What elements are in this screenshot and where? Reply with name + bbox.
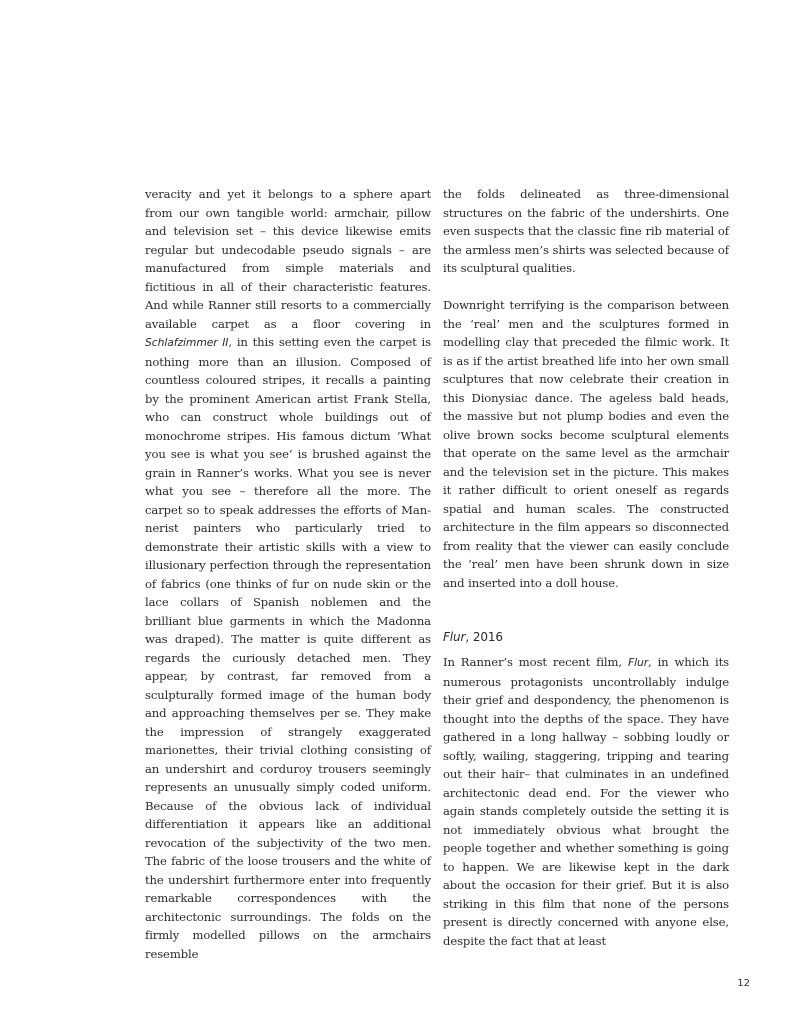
artwork-title: Flur (627, 656, 649, 669)
paragraph (145, 185, 431, 963)
page-number: 12 (737, 978, 750, 989)
paragraph-text: veracity and yet it belongs to a sphere apart from our own tangible world: armchair, pillow and television set – this device likewise emits regular but undecodable pseudo signals – are manufactured from simple materials and fictitious in all of their characteristic features. And while Ranner still resorts to a commercially available carpet as a floor covering in (145, 187, 431, 331)
section-heading (443, 628, 729, 646)
artwork-title: Schlafzimmer II (145, 336, 229, 349)
paragraph-text: , in which its numerous protagonists uncontrollably indulge their grief and despondency, the phenomenon is thought into the depths of the space. They have gathered in a long hallway – sobbing loudly or softly, wailing, staggering, tripping and tearing out their hair– that culminates in an undefined architectonic dead end. For the viewer who again stands completely outside the setting it is not immediately obvious what brought the people together and whether something is going to happen. We are likewise kept in the dark about the occasion for their grief. But it is also striking in this film that none of the persons present is directly concerned with anyone else, despite the fact that at least (443, 655, 729, 948)
paragraph: the folds delineated as three-dimensional structures on the fabric of the undershirts. One even suspects that the classic fine rib material of the armless men’s shirts was selected because of its sculptural qualities. (443, 187, 729, 275)
paragraph-text: In Ranner’s most recent film, (443, 655, 628, 669)
right-text-column (443, 185, 729, 950)
left-text-column (145, 185, 431, 963)
section-heading-year: , 2016 (465, 630, 503, 644)
paragraph-text: , in this setting even the carpet is nothing more than an illusion. Composed of countless coloured stripes, it recalls a painting by the prominent American artist Frank Stella, who can construct whole buildings out of monochrome stripes. His famous dictum ‘What you see is what you see’ is brushed against the grain in Ranner’s works. What you see is never what you see – therefore all the more. The carpet so to speak addresses the efforts of Mannerist painters who particularly tried to demonstrate their artistic skills with a view to illusionary perfection through the representation of fabrics (one thinks of fur on nude skin or the lace collars of Spanish noblemen and the brilliant blue garments in which the Madonna was draped). The matter is quite different as regards the curiously detached men. They appear, by contrast, far removed from a sculpturally formed image of the human body and approaching themselves per se. They make the impression of strangely exaggerated marionettes, their trivial clothing consisting of an undershirt and corduroy trousers seemingly represents an unusually simply coded uniform. Because of the obvious lack of individual differentiation it appears like an additional revocation of the subjectivity of the two men. The fabric of the loose trousers and the white of the undershirt furthermore enter into frequently remarkable correspondences with the architectonic surroundings. The folds on the firmly modelled pillows on the armchairs resemble (145, 335, 431, 961)
section-heading-title: Flur (443, 630, 466, 644)
paragraph: Downright terrifying is the comparison between the ‘real’ men and the sculptures formed in modelling clay that preceded the filmic work. It is as if the artist breathed life into her own small sculptures that now celebrate their creation in this Dionysiac dance. The ageless bald heads, the massive but not plump bodies and even the olive brown socks become sculptural elements that operate on the same level as the armchair and the television set in the picture. This makes it rather difficult to orient oneself as regards spatial and human scales. The constructed architecture in the film appears so disconnected from reality that the viewer can easily conclude the ‘real’ men have been shrunk down in size and inserted into a doll house. (443, 298, 729, 590)
paragraph (443, 653, 729, 950)
